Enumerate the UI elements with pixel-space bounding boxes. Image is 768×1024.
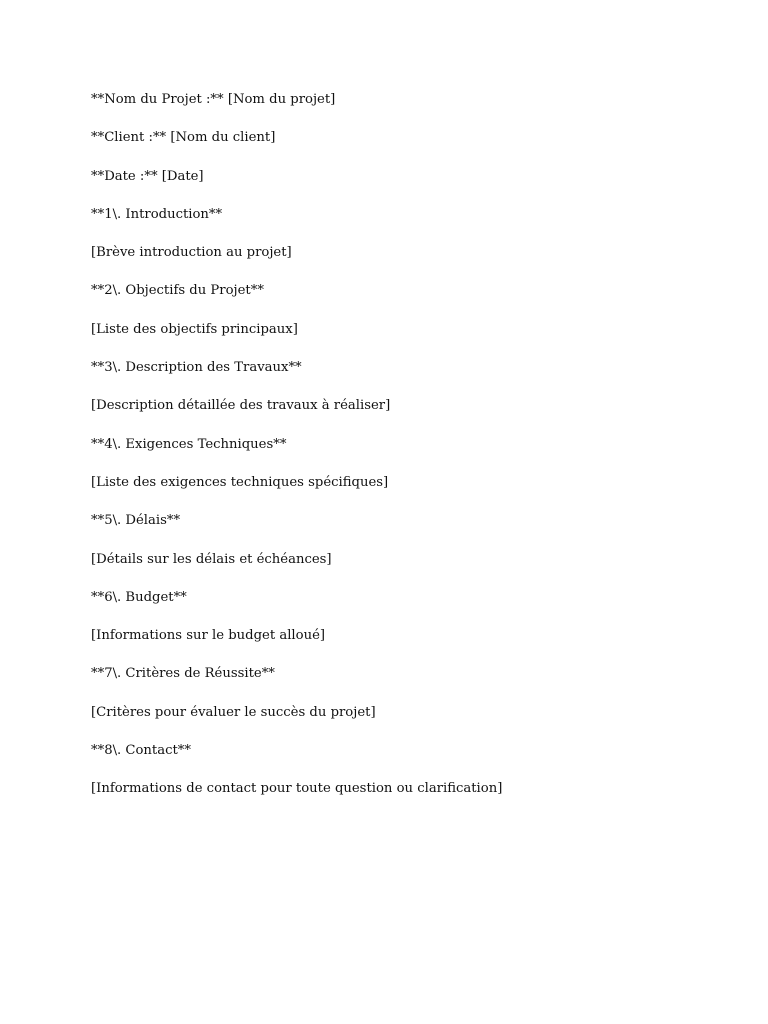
section-heading-success-criteria: **7\. Critères de Réussite** <box>91 666 275 682</box>
section-text-objectives: [Liste des objectifs principaux] <box>91 321 298 337</box>
section-heading-introduction: **1\. Introduction** <box>91 206 223 222</box>
document-body <box>91 91 711 819</box>
section-text-budget: [Informations sur le budget alloué] <box>91 628 326 644</box>
date-line: **Date :** [Date] <box>91 168 204 184</box>
section-heading-technical-requirements: **4\. Exigences Techniques** <box>91 436 287 452</box>
section-heading-budget: **6\. Budget** <box>91 589 187 605</box>
section-text-works-description: [Description détaillée des travaux à réaliser] <box>91 398 391 414</box>
section-heading-works-description: **3\. Description des Travaux** <box>91 360 302 376</box>
section-text-success-criteria: [Critères pour évaluer le succès du projet] <box>91 704 376 720</box>
section-text-introduction: [Brève introduction au projet] <box>91 245 292 261</box>
section-heading-objectives: **2\. Objectifs du Projet** <box>91 283 264 299</box>
section-text-contact: [Informations de contact pour toute question ou clarification] <box>91 781 503 797</box>
client-line: **Client :** [Nom du client] <box>91 130 276 146</box>
section-heading-deadlines: **5\. Délais** <box>91 513 181 529</box>
section-heading-contact: **8\. Contact** <box>91 743 191 759</box>
project-name-line: **Nom du Projet :** [Nom du projet] <box>91 92 336 107</box>
section-text-technical-requirements: [Liste des exigences techniques spécifiques] <box>91 474 389 490</box>
section-text-deadlines: [Détails sur les délais et échéances] <box>91 551 332 567</box>
